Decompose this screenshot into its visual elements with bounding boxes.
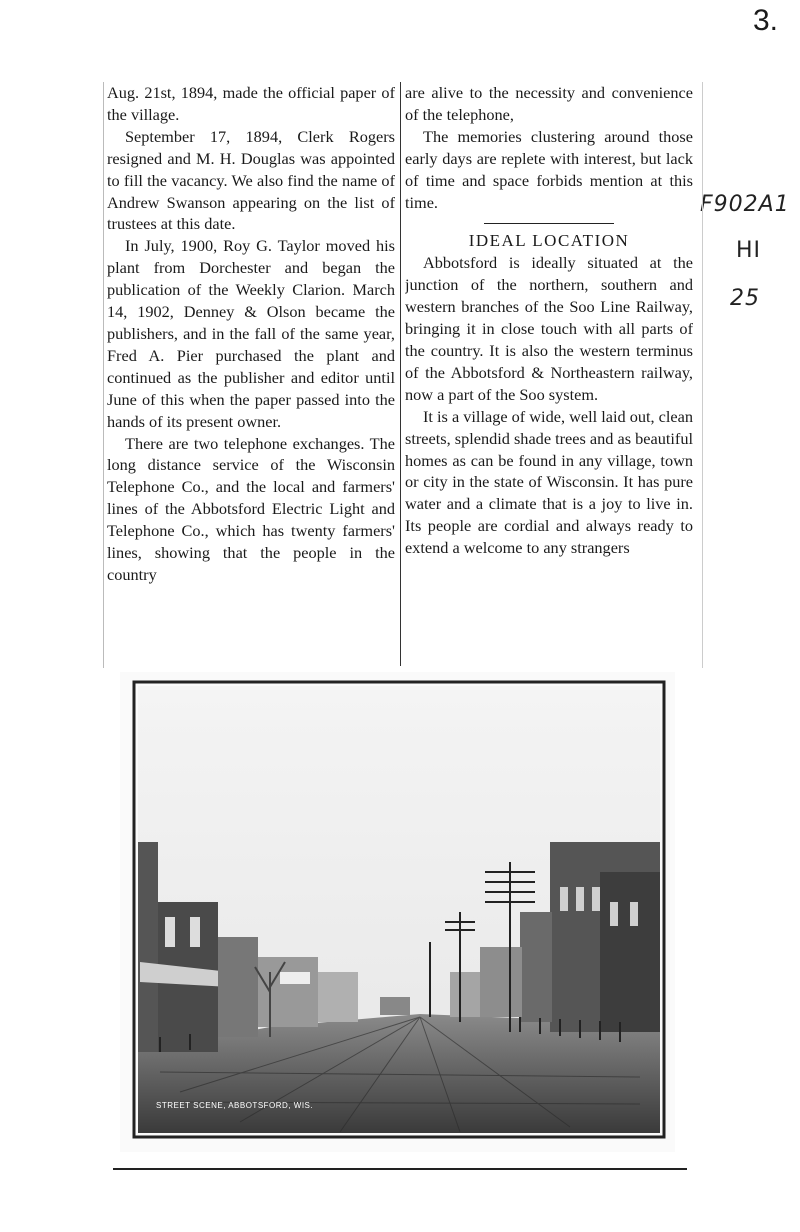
- paragraph: There are two telephone exchanges. The long distance service of the Wisconsin Telephone Co., and the local and farmers' lines of the Abbotsford Electric Light and Telephone Co., which has twenty farmers' lines, showing that the people in the country: [107, 433, 395, 584]
- paragraph: Aug. 21st, 1894, made the official paper of the village.: [107, 83, 395, 124]
- newspaper-clipping: [103, 82, 703, 668]
- paragraph: The memories clustering around those early days are replete with interest, but lack of time and space forbids mention at this time.: [405, 126, 693, 212]
- paragraph: It is a village of wide, well laid out, clean streets, splendid shade trees and as beautiful homes as can be found in any village, town or city in the state of Wisconsin. It has pure water and a climate that is a joy to live in. Its people are cordial and always ready to extend a welcome to any strangers: [405, 406, 693, 558]
- section-heading: IDEAL LOCATION: [468, 231, 630, 251]
- page-number: 3.: [752, 4, 778, 37]
- paragraph: Abbotsford is ideally situated at the junction of the northern, southern and western branches of the Soo Line Railway, bringing it in close touch with all parts of the country. It is also the western terminus of the Abbotsford & Northeastern railway, now a part of the Soo system.: [405, 253, 693, 404]
- column-divider: [400, 82, 401, 666]
- handwritten-number: 25: [730, 286, 760, 311]
- paragraph: September 17, 1894, Clerk Rogers resigned and M. H. Douglas was appointed to fill the vacancy. We also find the name of Andrew Swanson appearing on the list of trustees at this date.: [107, 126, 395, 234]
- photo-caption: STREET SCENE, ABBOTSFORD, WIS.: [156, 1101, 314, 1110]
- paragraph: are alive to the necessity and convenience of the telephone,: [405, 83, 693, 124]
- handwritten-abbrev: HI: [736, 238, 762, 263]
- left-column: [107, 82, 395, 660]
- photo-illustration: [120, 672, 675, 1152]
- bottom-rule: [113, 1168, 687, 1170]
- handwritten-code: F902A1: [700, 192, 790, 217]
- section-rule: [484, 223, 614, 224]
- paragraph: In July, 1900, Roy G. Taylor moved his plant from Dorchester and began the publication of the Weekly Clarion. March 14, 1902, Denney & Olson became the publishers, and in the fall of the same year, Fred A. Pier purchased the plant and continued as the publisher and editor until June of this when the paper passed into the hands of its present owner.: [107, 236, 395, 431]
- right-column: [405, 82, 693, 660]
- street-scene-photo: [120, 672, 675, 1152]
